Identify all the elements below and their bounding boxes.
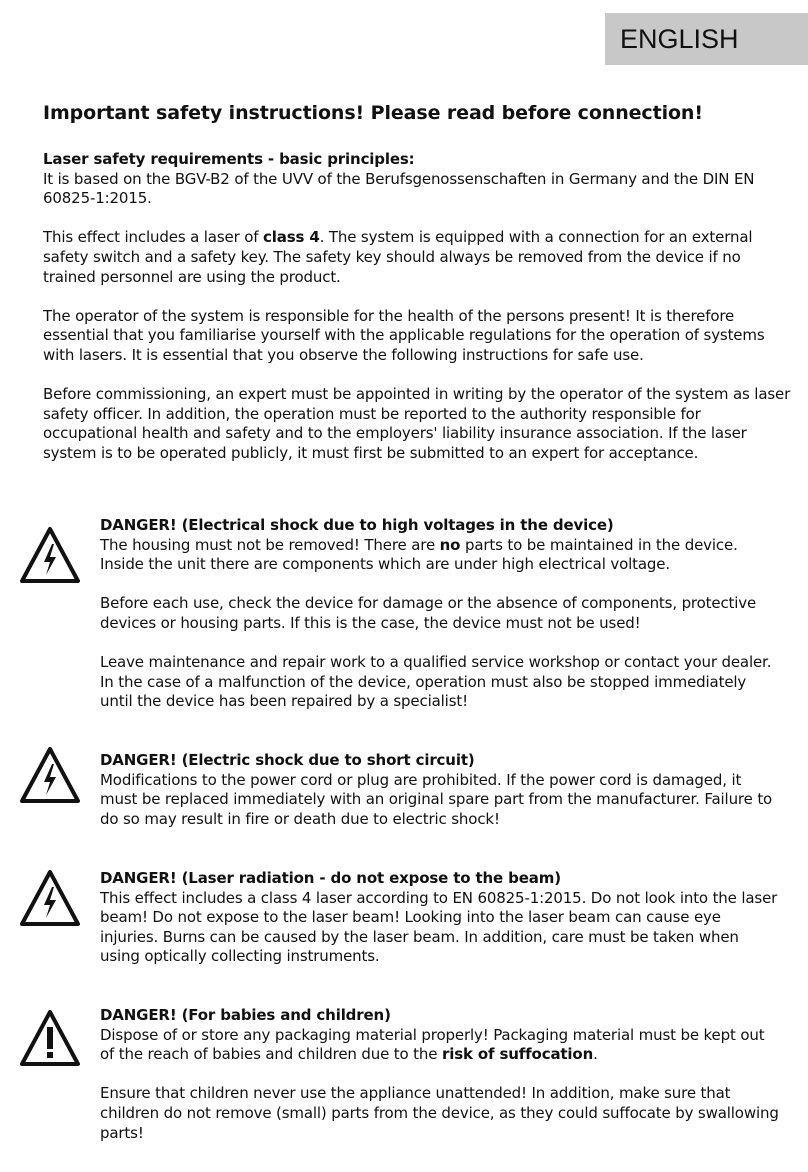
intro-basis: It is based on the BGV-B2 of the UVV of the Berufsgenossenschaften in Germany and the DIN EN 60825-1:2015. [43,169,755,208]
warning-paragraph [100,536,780,575]
warning-text: Dispose of or store any packaging material properly! Packaging material must be kept out of the reach of babies and children due to the [100,1025,765,1064]
electric-hazard-icon [19,869,81,927]
general-warning-icon [19,1009,81,1067]
intro-heading: Laser safety requirements - basic principles: [43,150,415,168]
warning-paragraph: This effect includes a class 4 laser according to EN 60825-1:2015. Do not look into the laser beam! Do not expose to the laser beam! Looking into the laser beam can cause eye injuries. Burns can be caused by the laser beam. In addition, care must be taken when using optically collecting instruments. [100,888,778,966]
page-title: Important safety instructions! Please read before connection! [43,102,703,124]
warning-paragraph: Before each use, check the device for damage or the absence of components, protective devices or housing parts. If this is the case, the device must not be used! [100,594,757,632]
warning-text-rest: parts to be maintained in the device. Inside the unit there are components which are under high electrical voltage. [100,535,738,574]
warning-heading: DANGER! (Electric shock due to short circuit) [100,751,475,769]
warning-text-rest: . [593,1045,598,1064]
intro-commissioning: Before commissioning, an expert must be appointed in writing by the operator of the system as laser safety officer. In addition, the operation must be reported to the authority responsible for occupational health and safety and to the employers' liability insurance association. If the laser system is to be operated publicly, it must first be submitted to an expert for acceptance. [43,385,791,462]
electric-hazard-icon [19,746,81,804]
warning-heading: DANGER! (Laser radiation - do not expose to the beam) [100,869,561,887]
warning-paragraph [100,1026,780,1065]
warning-bold-text: risk of suffocation [441,1045,594,1064]
warning-paragraph: Modifications to the power cord or plug are prohibited. If the power cord is damaged, it must be replaced immediately with an original spare part from the manufacturer. Failure to do so may result in fire or death due to electric shock! [100,770,773,828]
intro-laser-class [43,228,793,287]
warning-text: The housing must not be removed! There are [100,535,440,554]
electric-hazard-icon [19,526,81,584]
intro-operator: The operator of the system is responsible for the health of the persons present! It is therefore essential that you familiarise yourself with the applicable regulations for the operation of systems with lasers. It is essential that you observe the following instructions for safe use. [43,306,765,364]
intro-class-text-rest: . The system is equipped with a connection for an external safety switch and a safety key. The safety key should always be removed from the device if no trained personnel are using the product. [43,228,753,286]
intro-class-text: This effect includes a laser of [43,228,263,247]
warning-paragraph: Ensure that children never use the appliance unattended! In addition, make sure that children do not remove (small) parts from the device, as they could suffocate by swallowing parts! [100,1084,779,1142]
warning-heading: DANGER! (Electrical shock due to high voltages in the device) [100,516,614,534]
intro-section [43,150,793,483]
warning-bold-text: no [439,535,461,554]
language-tab: ENGLISH [605,13,808,65]
warning-paragraph: Leave maintenance and repair work to a qualified service workshop or contact your dealer. In the case of a malfunction of the device, operation must also be stopped immediately until the device has been repaired by a specialist! [100,653,772,711]
intro-class-bold: class 4 [263,228,320,247]
warning-heading: DANGER! (For babies and children) [100,1006,391,1024]
